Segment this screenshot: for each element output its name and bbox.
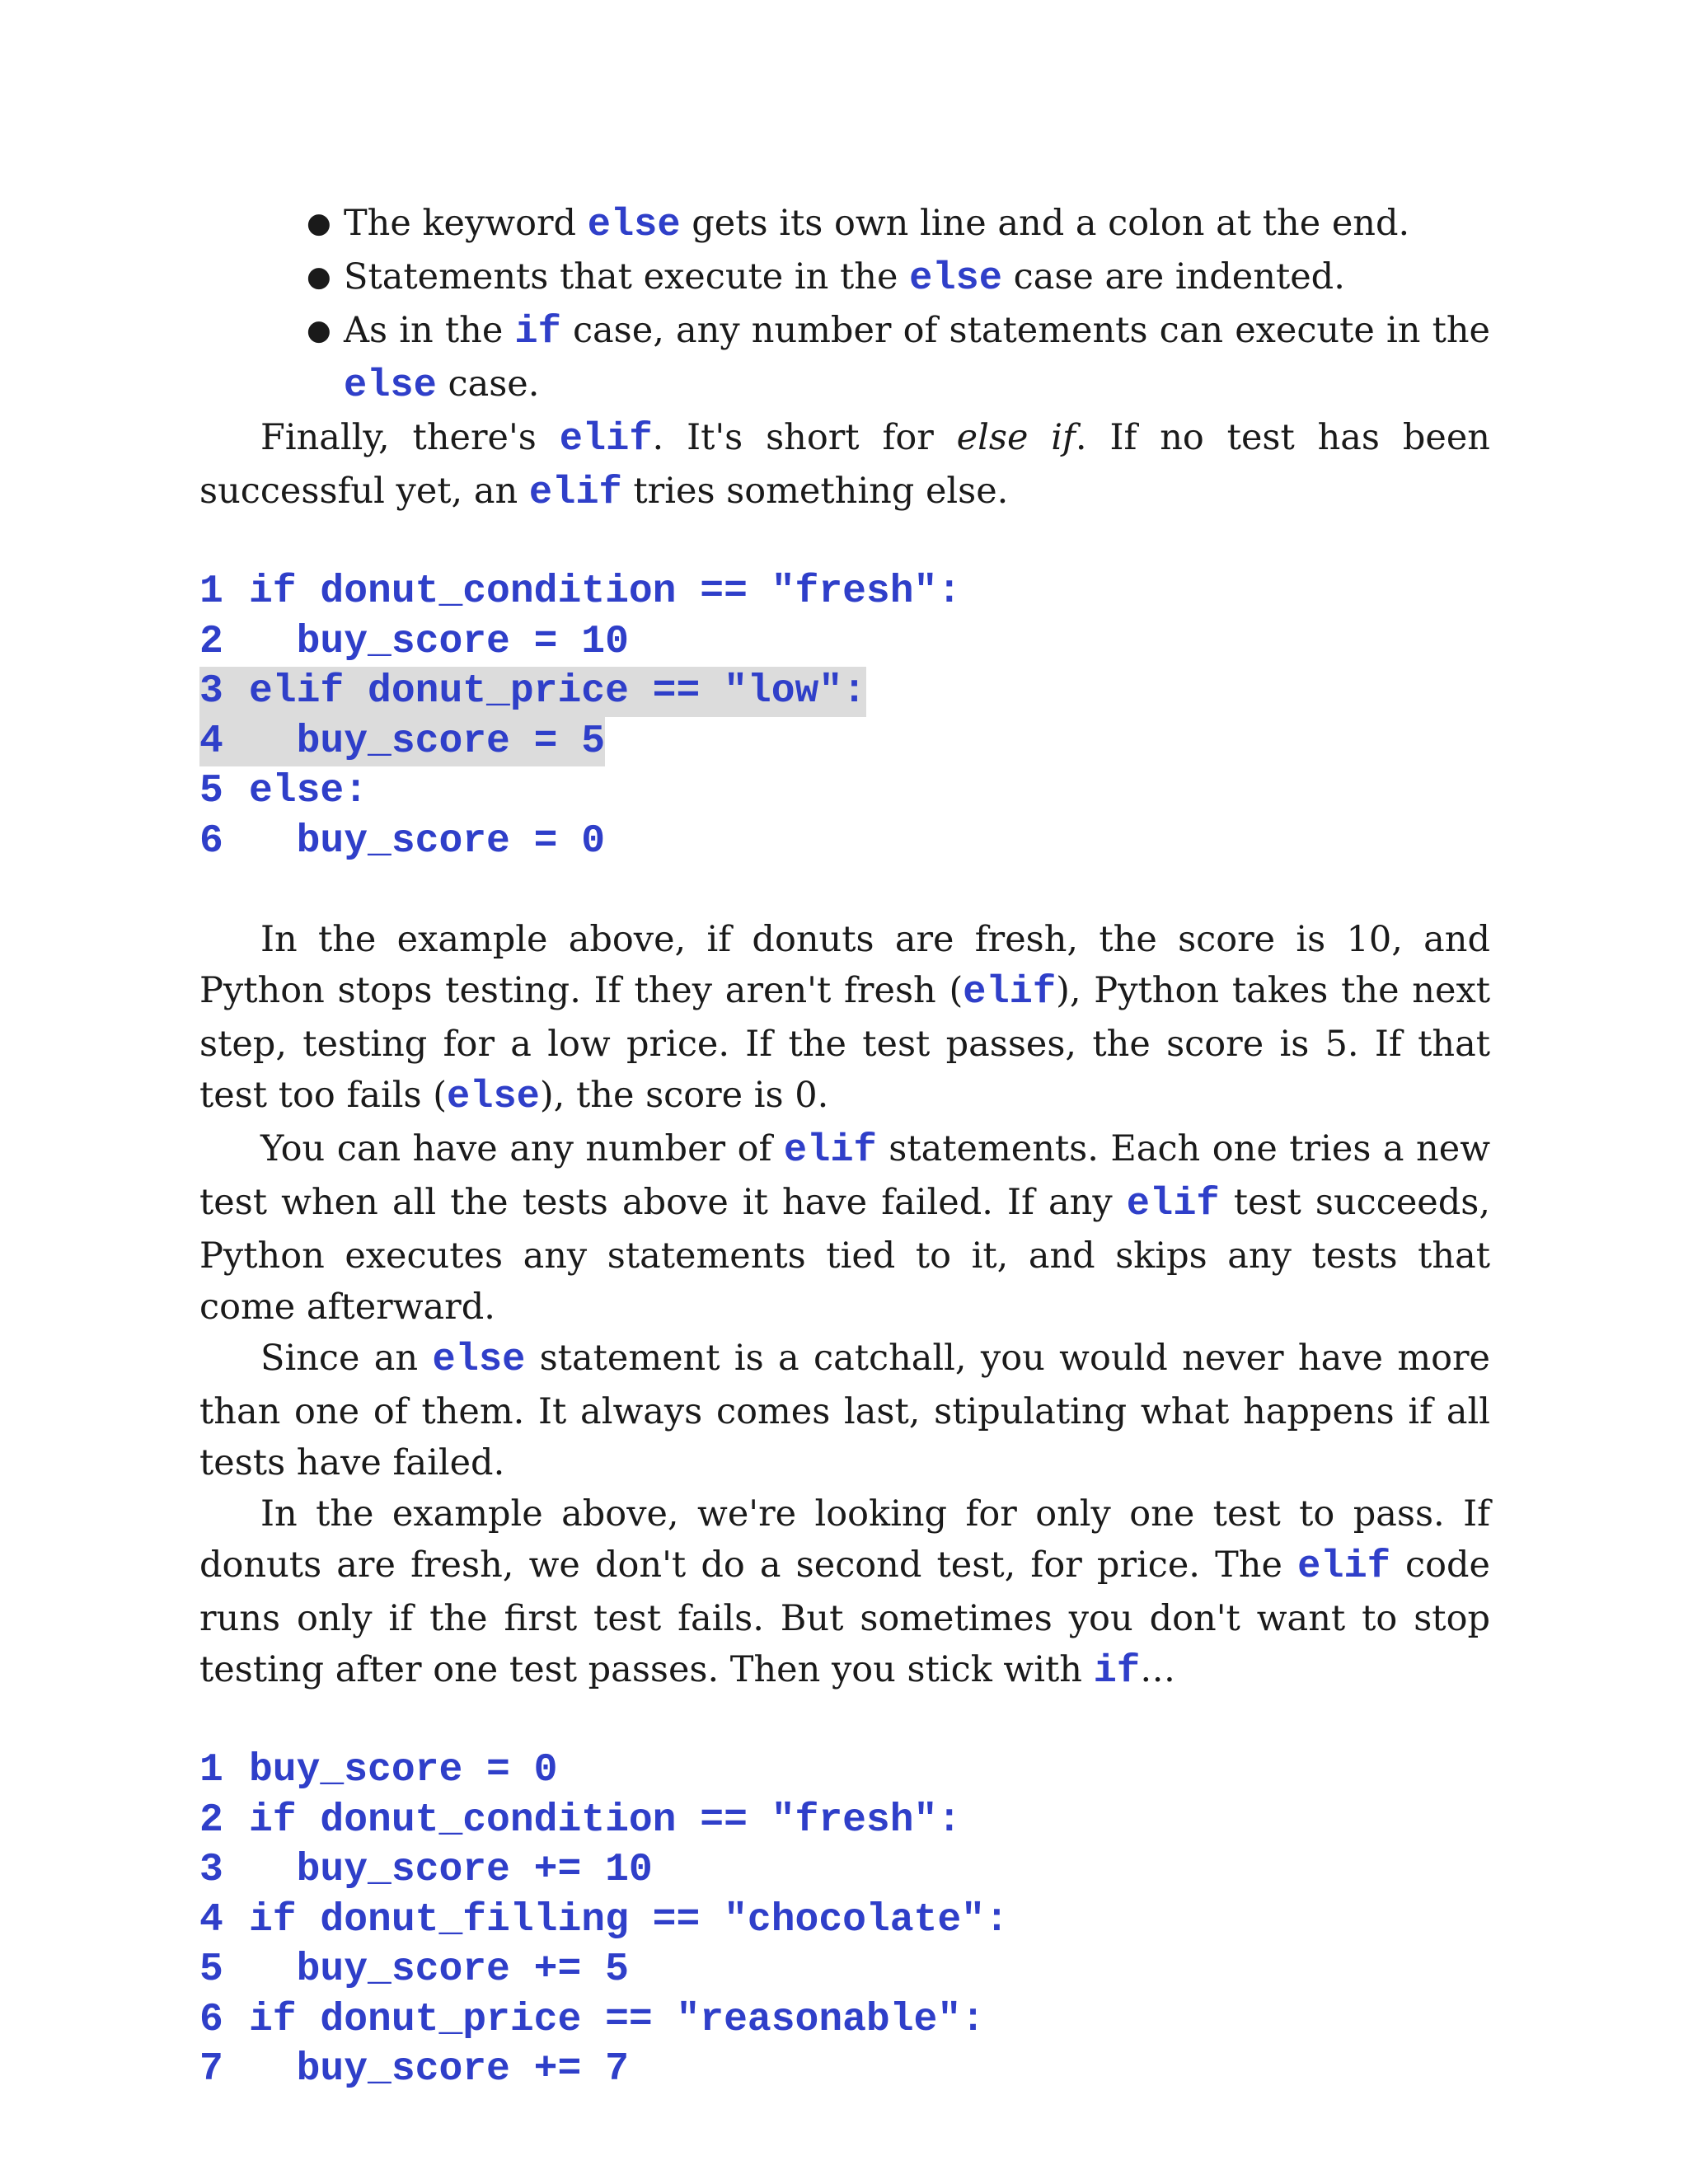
code-keyword: elif bbox=[528, 471, 622, 515]
code-line-highlighted bbox=[199, 667, 1490, 717]
text: test succeeds, Python executes any statements tied to it, and skips any tests that come afterward. bbox=[199, 1182, 1490, 1328]
bullet-list bbox=[199, 198, 1490, 412]
bullet-item bbox=[307, 305, 1490, 412]
paragraph bbox=[199, 1123, 1490, 1333]
code-text: if donut_condition == "fresh": bbox=[249, 569, 962, 614]
text: In the example above, if donuts are fresh, the score is 10, and Python stops testing. If they aren't fresh ( bbox=[199, 919, 1490, 1011]
text: Since an bbox=[260, 1338, 433, 1379]
code-line bbox=[199, 766, 1490, 817]
bullet-dot-icon: ● bbox=[307, 260, 331, 293]
code-line bbox=[199, 1845, 1490, 1896]
code-keyword: if bbox=[1093, 1650, 1141, 1694]
paragraph bbox=[199, 1488, 1490, 1698]
text: . If no test has been successful yet, an bbox=[199, 417, 1490, 512]
line-number: 1 bbox=[199, 1748, 223, 1793]
text: … bbox=[1140, 1649, 1176, 1690]
code-line bbox=[199, 1995, 1490, 2046]
emphasis: else if bbox=[956, 417, 1076, 458]
code-text: buy_score = 10 bbox=[249, 619, 629, 664]
code-text: else: bbox=[249, 769, 368, 813]
code-keyword: else bbox=[587, 204, 681, 247]
code-text: buy_score = 0 bbox=[249, 818, 606, 864]
code-text: buy_score += 10 bbox=[249, 1848, 653, 1892]
line-number: 2 bbox=[199, 1797, 223, 1843]
code-line bbox=[199, 1796, 1490, 1846]
code-line bbox=[199, 1896, 1490, 1946]
text: case are indented. bbox=[1001, 256, 1345, 298]
line-number: 2 bbox=[199, 619, 223, 664]
code-line bbox=[199, 2045, 1490, 2095]
code-text: if donut_filling == "chocolate": bbox=[249, 1897, 1009, 1943]
code-keyword: elif bbox=[1297, 1545, 1390, 1589]
line-number: 5 bbox=[199, 1947, 223, 1992]
text: As in the bbox=[344, 310, 515, 351]
highlight-region bbox=[199, 717, 605, 767]
document-page bbox=[199, 198, 1490, 2143]
code-text: elif donut_price == "low": bbox=[249, 669, 866, 714]
paragraph bbox=[199, 914, 1490, 1123]
code-keyword: elif bbox=[1126, 1183, 1220, 1226]
text: ), Python takes the next step, testing for a low price. If the test passes, the score is 5. If that test too fails ( bbox=[199, 970, 1490, 1116]
code-keyword: else bbox=[909, 257, 1002, 301]
code-line bbox=[199, 1746, 1490, 1796]
text: statements. Each one tries a new test when all the tests above it have failed. If any bbox=[199, 1128, 1490, 1223]
bullet-dot-icon: ● bbox=[307, 207, 331, 240]
code-keyword: elif bbox=[783, 1129, 877, 1173]
text: . It's short for bbox=[652, 417, 957, 458]
text: statement is a catchall, you would never have more than one of them. It always comes last, stipulating what happens if all tests have failed. bbox=[199, 1338, 1490, 1483]
code-keyword: else bbox=[344, 364, 437, 408]
code-keyword: if bbox=[514, 311, 561, 354]
bullet-item bbox=[307, 251, 1490, 305]
text: Statements that execute in the bbox=[344, 256, 910, 298]
code-text: buy_score = 0 bbox=[249, 1748, 558, 1793]
code-text: buy_score += 7 bbox=[249, 2047, 629, 2092]
text: You can have any number of bbox=[260, 1128, 784, 1169]
code-keyword: elif bbox=[559, 418, 653, 462]
text: In the example above, we're looking for only one test to pass. If donuts are fresh, we don't do a second test, for price. The bbox=[199, 1493, 1490, 1586]
text: Finally, there's bbox=[260, 417, 560, 458]
code-keyword: elif bbox=[963, 971, 1057, 1015]
code-line bbox=[199, 617, 1490, 668]
code-text: buy_score += 5 bbox=[249, 1947, 629, 1992]
code-line-highlighted bbox=[199, 717, 1490, 767]
code-block-2 bbox=[199, 1746, 1490, 2095]
code-text: if donut_condition == "fresh": bbox=[249, 1797, 962, 1843]
text: The keyword bbox=[344, 203, 588, 244]
code-keyword: else bbox=[432, 1338, 526, 1382]
bullet-dot-icon: ● bbox=[307, 314, 331, 347]
code-line bbox=[199, 817, 1490, 867]
text: case. bbox=[436, 363, 540, 405]
paragraph-intro bbox=[199, 412, 1490, 519]
highlight-region bbox=[199, 667, 866, 717]
line-number: 6 bbox=[199, 1997, 223, 2042]
line-number: 3 bbox=[199, 669, 223, 714]
code-text: buy_score = 5 bbox=[249, 719, 606, 764]
text: ), the score is 0. bbox=[539, 1075, 829, 1116]
paragraph bbox=[199, 1333, 1490, 1488]
code-keyword: else bbox=[447, 1076, 540, 1119]
code-line bbox=[199, 567, 1490, 617]
code-line bbox=[199, 1945, 1490, 1995]
line-number: 4 bbox=[199, 1897, 223, 1943]
line-number: 7 bbox=[199, 2047, 223, 2092]
text: code runs only if the first test fails. But sometimes you don't want to stop testing after one test passes. Then you stick with bbox=[199, 1544, 1490, 1690]
line-number: 4 bbox=[199, 719, 223, 764]
text: gets its own line and a colon at the end. bbox=[680, 203, 1410, 244]
text: case, any number of statements can execute in the bbox=[560, 310, 1490, 351]
bullet-item bbox=[307, 198, 1490, 251]
line-number: 3 bbox=[199, 1848, 223, 1892]
line-number: 1 bbox=[199, 569, 223, 614]
line-number: 5 bbox=[199, 769, 223, 813]
code-text: if donut_price == "reasonable": bbox=[249, 1997, 985, 2042]
code-block-1 bbox=[199, 567, 1490, 866]
line-number: 6 bbox=[199, 818, 223, 864]
text: tries something else. bbox=[621, 471, 1009, 512]
